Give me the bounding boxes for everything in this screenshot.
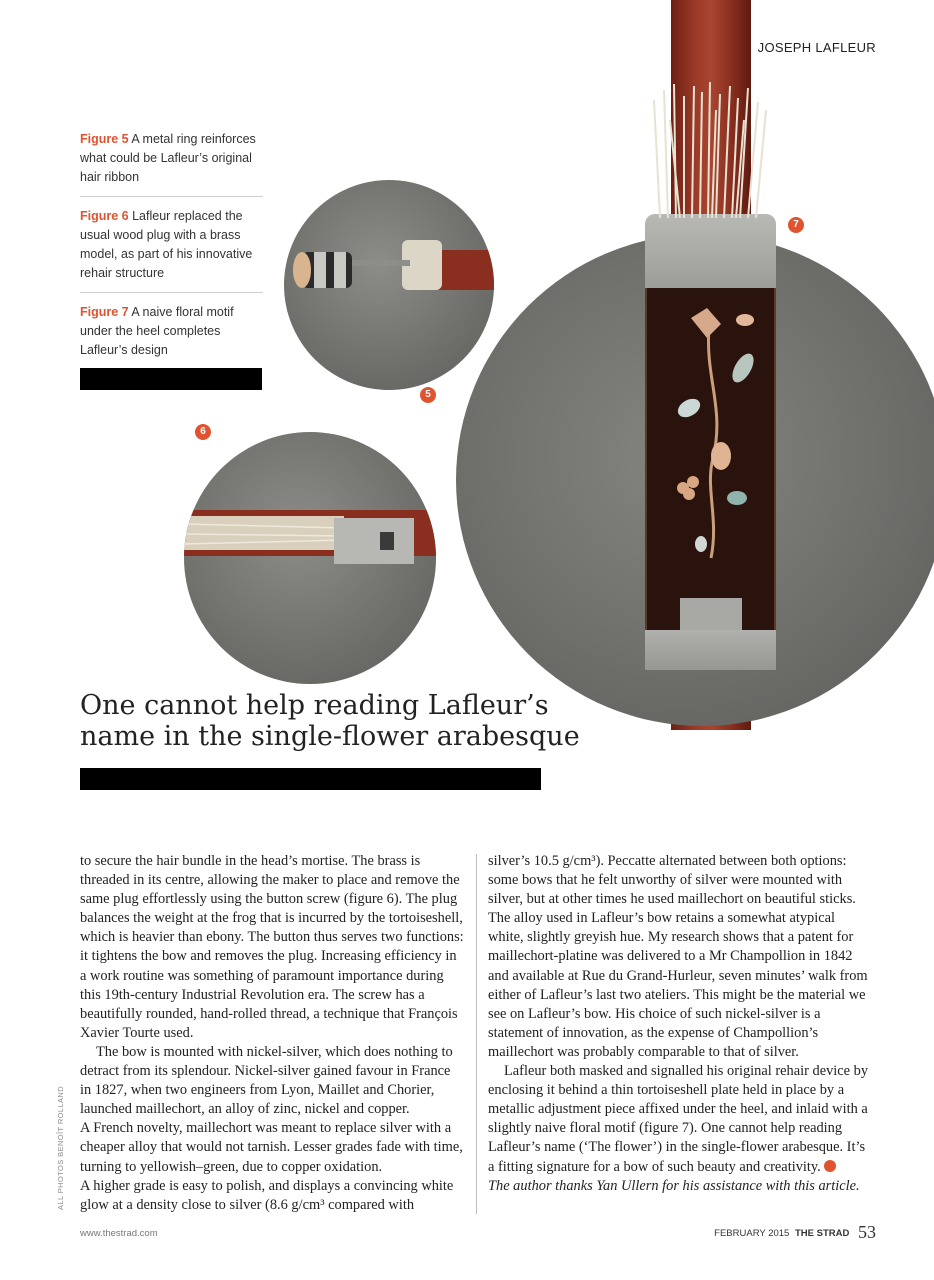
- caption-text: A naive floral motif under the heel completes Lafleur’s design: [80, 305, 234, 357]
- redaction-bar: [80, 368, 262, 390]
- footer-folio: [714, 1222, 876, 1243]
- caption-list: [80, 130, 263, 369]
- paragraph: silver’s 10.5 g/cm³). Peccatte alternated between both options: some bows that he felt unworthy of silver were mounted with silver, but at other times he used maillechort on beautiful sticks. The alloy used in Lafleur’s bow retains a somewhat atypical white, slightly greyish hue. My research shows that a patent for maillechort-platine was delivered to a Mr Champollion in 1842 and available at Rue du Grand-Hurleur, seven minutes’ walk from either of Lafleur’s last two ateliers. This might be the material we see on Lafleur’s bow. His choice of such nickel-silver is a statement of innovation, as the expense of Champollion’s maillechort was probably comparable to that of silver.: [488, 853, 868, 1060]
- floral-inlay-motif: [647, 288, 774, 640]
- figure-7-badge: 7: [788, 217, 804, 233]
- redaction-bar: [80, 768, 541, 790]
- author-acknowledgement: The author thanks Yan Ullern for his assistance with this article.: [488, 1177, 860, 1194]
- magazine-name: THE STRAD: [794, 1228, 850, 1239]
- paragraph: [488, 1062, 874, 1177]
- paragraph: A French novelty, maillechort was meant to replace silver with a cheaper alloy that would not tarnish. Lesser grades fade with time, turning to yellowish–green, due to copper oxidation.: [80, 1120, 463, 1175]
- figure-5-badge: 5: [420, 387, 436, 403]
- page-number: 53: [858, 1222, 876, 1242]
- caption-text: A metal ring reinforces what could be Lafleur’s original hair ribbon: [80, 132, 256, 184]
- caption-text: Lafleur replaced the usual wood plug with a brass model, as part of his innovative rehair structure: [80, 209, 253, 280]
- body-column-right: [488, 852, 874, 1196]
- running-head: JOSEPH LAFLEUR: [757, 40, 876, 55]
- caption-figure-6: [80, 207, 263, 293]
- photo-credit-text: ALL PHOTOS BENOÎT ROLLAND: [56, 1085, 65, 1210]
- pull-quote-headline: One cannot help reading Lafleur’s name in the single-flower arabesque: [80, 690, 580, 752]
- heel-metal-top: [645, 214, 776, 290]
- figure-6-photo: [184, 432, 436, 684]
- column-divider: [476, 854, 477, 1214]
- photo-credit: [56, 1085, 68, 1210]
- caption-figure-7: [80, 303, 263, 369]
- paragraph: A higher grade is easy to polish, and displays a convincing white glow at a density close to silver (8.6 g/cm³ compared with: [80, 1177, 454, 1213]
- heel-adjustment-piece: [680, 598, 742, 632]
- body-column-left: [80, 852, 464, 1215]
- end-mark-icon: [824, 1160, 836, 1172]
- paragraph-text: Lafleur both masked and signalled his original rehair device by enclosing it behind a thin tortoiseshell plate held in place by a metallic adjustment piece affixed under the heel, and inlaid with a slightly naive floral motif (figure 7). One cannot help reading Lafleur’s name (‘The flower’) in the single-flower arabesque. It’s a fitting signature for a bow of such beauty and creativity.: [488, 1063, 869, 1175]
- button-screw-image: [284, 180, 494, 390]
- caption-label: Figure 7: [80, 305, 129, 319]
- caption-label: Figure 6: [80, 209, 129, 223]
- figure-5-photo: [284, 180, 494, 390]
- issue-date: FEBRUARY 2015: [714, 1228, 790, 1239]
- paragraph: The bow is mounted with nickel-silver, which does nothing to detract from its splendour. Nickel-silver gained favour in France in 1827, when two engineers from Lyon, Maillet and Chorier, launched maillechort, an alloy of zinc, nickel and copper.: [80, 1043, 453, 1118]
- footer-url: www.thestrad.com: [80, 1228, 158, 1239]
- paragraph: to secure the hair bundle in the head’s mortise. The brass is threaded in its centre, allowing the maker to place and remove the same plug effortlessly using the button screw (figure 6). The plug balances the weight at the frog that is incurred by the tortoiseshell, which is heavier than ebony. The button thus serves two functions: it tightens the bow and removes the plug. Increasing efficiency in a work routine was something of paramount importance during this 19th-century Industrial Revolution era. The screw has a beautifully rounded, hand-rolled thread, a technique that François Xavier Tourte used.: [80, 853, 464, 1041]
- caption-figure-5: [80, 130, 263, 197]
- heel-tortoiseshell-plate: [645, 288, 776, 640]
- brass-plug-image: [184, 432, 436, 684]
- heel-metal-bottom: [645, 630, 776, 670]
- caption-label: Figure 5: [80, 132, 129, 146]
- hair-bundle-top: [650, 80, 770, 218]
- figure-6-badge: 6: [195, 424, 211, 440]
